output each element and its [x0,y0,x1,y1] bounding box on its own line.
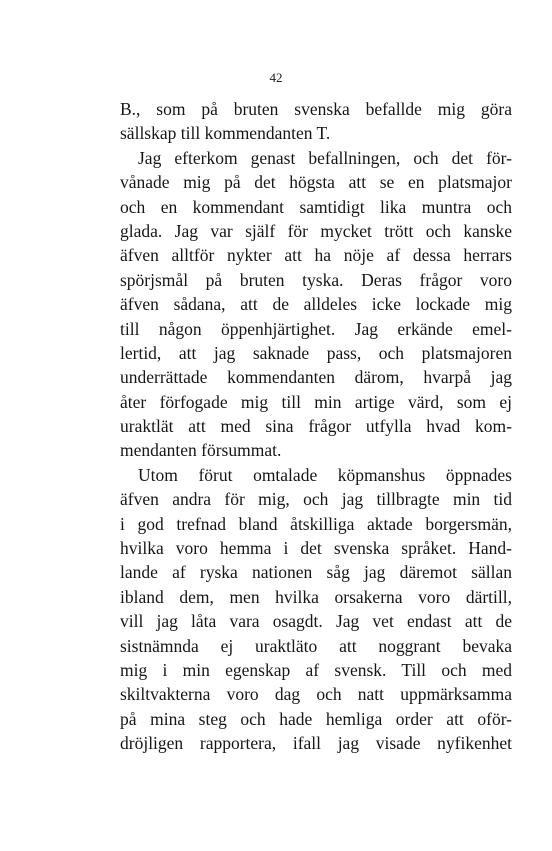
text-line: i god trefnad bland åtskilliga aktade borgersmän, [120,513,512,534]
text-line: lertid, att jag saknade pass, och platsmajoren [120,342,512,363]
text-line: glada. Jag var själf för mycket trött och kanske [120,220,512,241]
text-line: äfven sådana, att de alldeles icke lockade mig [120,294,512,315]
text-line: på mina steg och hade hemliga order att oför- [120,708,512,729]
text-line: underrättade kommendanten därom, hvarpå jag [120,367,512,388]
text-line: hvilka voro hemma i det svenska språket. Hand- [120,538,512,559]
text-line: sällskap till kommendanten T. [120,123,331,144]
text-line: vånade mig på det högsta att se en platsmajor [120,172,512,193]
text-line: och en kommendant samtidigt lika muntra och [120,196,512,217]
text-line: sistnämnda ej uraktläto att noggrant bevaka [120,635,512,656]
text-line: mendanten försummat. [120,440,282,461]
text-line: uraktlät att med sina frågor utfylla hvad kom- [120,416,512,437]
text-line: lande af ryska nationen såg jag däremot sällan [120,562,512,583]
text-line: Jag efterkom genast befallningen, och det för- [138,147,512,168]
text-line: åter förfogade mig till min artige värd, som ej [120,391,512,412]
text-line: äfven andra för mig, och jag tillbragte min tid [120,489,512,510]
body-text [120,97,512,756]
text-line: vill jag låta vara osagdt. Jag vet endast att de [120,611,512,632]
text-line: skiltvakterna voro dag och natt uppmärksamma [120,684,512,705]
text-line: till någon öppenhjärtighet. Jag erkände emel- [120,318,512,339]
text-line: äfven alltför nykter att ha nöje af dessa herrars [120,245,512,266]
text-line: dröjligen rapportera, ifall jag visade nyfikenhet [120,733,512,754]
text-line: B., som på bruten svenska befallde mig göra [120,99,512,119]
text-line: ibland dem, men hvilka orsakerna voro därtill, [120,586,512,607]
text-line: mig i min egenskap af svensk. Till och med [120,659,512,680]
page-number: 42 [269,70,283,85]
text-line: spörjsmål på bruten tyska. Deras frågor voro [120,269,512,290]
text-line: Utom förut omtalade köpmanshus öppnades [138,464,512,485]
